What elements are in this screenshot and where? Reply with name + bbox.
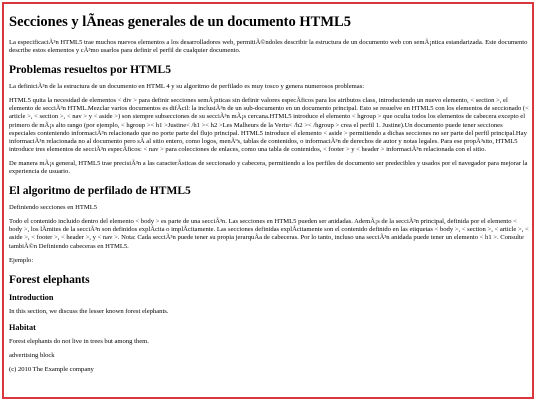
problems-paragraph-3: De manera mÃ¡s general, HTML5 trae precisiÃ³n a las caracterÃsticas de seccionado y cabecera, permitiendo a los perfiles de documento ser predecibles y usados por el navegador para mejorar la experiencia de usuario. [9, 159, 528, 176]
page-title: Secciones y lÃneas generales de un documento HTML5 [9, 14, 351, 30]
example-intro-heading: Introduction [9, 292, 54, 302]
problems-paragraph-1: La definiciÃ³n de la estructura de un documento en HTML 4 y su algoritmo de perfilado es muy tosco y genera numerosos problemas: [9, 83, 365, 91]
page-frame [2, 2, 534, 399]
algorithm-paragraph-1: Definiendo secciones en HTML5 [9, 204, 98, 212]
intro-paragraph: La especificaciÃ³n HTML5 trae muchos nuevos elementos a los desarrolladores web, permitiÃ©ndoles describir la estructura de un documento web con semÃ¡ntica estandarizada. Este documento describe estos elementos y cÃ³mo usarlos para definir el perfil de cualquier documento. [9, 39, 528, 55]
example-habitat-heading: Habitat [9, 322, 36, 332]
algorithm-paragraph-2: Todo el contenido incluido dentro del elemento < body > es parte de una secciÃ³n. Las secciones en HTML5 pueden ser anidadas. AdemÃ¡s de la secciÃ³n principal, definida por el elemento < body >, los lÃmites de la secciÃ³n son definidos explÃcita o implÃcitamente. Las secciones definidas explÃcitamente son el contenido definido en las etiquetas < body >, < section >, < article >, < aside >, < footer >, < header >, y < nav >. Nota: Cada secciÃ³n puede tener su propia jerarquÃa de cabeceras. Por lo tanto, incluso una secciÃ³n anidada puede tener un elemento < h1 >. Consulte tambiÃ©n Definiendo cabeceras en HTML5. [9, 218, 529, 250]
example-heading: Forest elephants [9, 273, 90, 286]
section-heading-algorithm: El algoritmo de perfilado de HTML5 [9, 185, 191, 198]
example-habitat-text: Forest elephants do not live in trees but among them. [9, 337, 149, 345]
example-label: Ejemplo: [9, 256, 34, 264]
section-heading-problems: Problemas resueltos por HTML5 [9, 64, 171, 77]
example-intro-text: In this section, we discuss the lesser known forest elephants. [9, 307, 169, 315]
advertising-block: advertising block [9, 351, 55, 359]
footer-text: (c) 2010 The Example company [9, 365, 94, 373]
document-content [4, 4, 534, 374]
problems-paragraph-2: HTML5 quita la necesidad de elementos < div > para definir secciones semÃ¡nticas sin definir valores especÃficos para los atributos class, introduciendo un nuevo elemento, < section >, el elemento de secciÃ³n HTML.Mezclar varios documentos es difÃcil: la inclusiÃ³n de un sub-documento en un documento principal. Esto se resuelve en HTML5 con los elementos de seccionado (< article >, < section >, < nav > y < aside >) son siempre subsecciones de su secciÃ³n mÃ¡s cercana.HTML5 introduce el elemento < hgroup > que oculta todos los elementos de cabecera excepto el primero de mÃ¡s alto rango (por ejemplo, < hgroup >< h1 >Justine< /h1 >< h2 >Les Malheurs de la Vertu< /h2 >< /hgroup > crea el perfil 1. Justine).Un documento puede tener secciones especiales conteniendo informaciÃ³n relacionado que no porte parte del flujo principal. HTML5 introduce el elemento < aside > permitiendo a dichas secciones no ser parte del perfil principal.Hay informaciÃ³n relacionada no al documento pero sÃ al sitio entero, como logos, menÃºs, tablas de contenidos, o informaciÃ³n de derechos de autor y notas legales. Para ese propÃ³sito, HTML5 introduce tres elementos de secciÃ³n especÃficos: < nav > para colecciones de enlaces, como una tabla de contenidos, < footer > y < header > informaciÃ³n relacionada con el sitio. [9, 97, 529, 153]
